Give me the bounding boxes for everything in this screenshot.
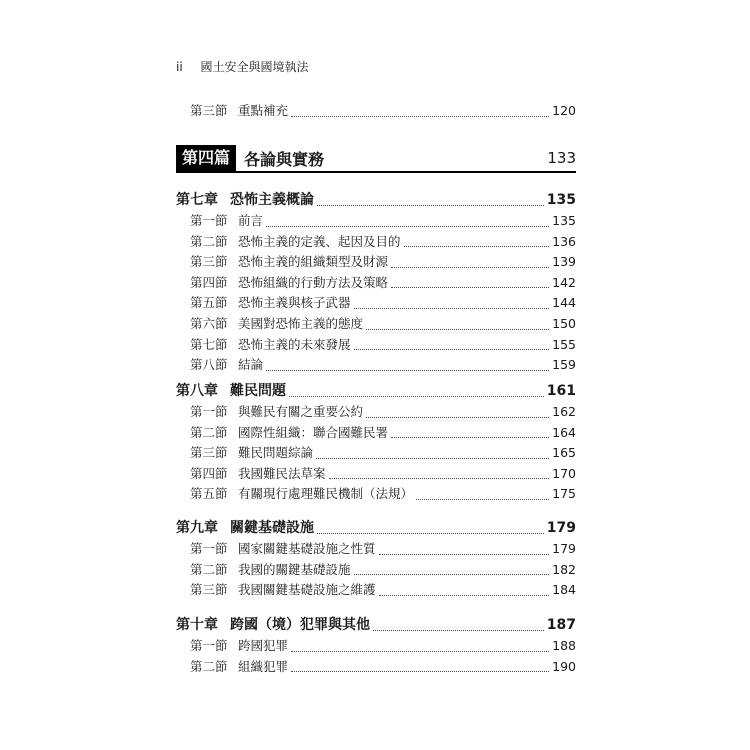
- toc-chapter-row[interactable]: [176, 617, 576, 633]
- toc-section-number: 第二節: [190, 658, 228, 674]
- toc-section-title: 我國關鍵基礎設施之維護: [238, 582, 376, 598]
- toc-chapter-page: 187: [546, 617, 576, 633]
- toc-section-row[interactable]: [176, 445, 576, 461]
- toc-section-number: 第二節: [190, 424, 228, 440]
- toc-section-title: 我國的關鍵基礎設施: [238, 561, 351, 577]
- toc-section-number: 第四節: [190, 274, 228, 290]
- book-title: 國土安全與國境執法: [200, 60, 309, 74]
- dot-leader: [354, 298, 550, 309]
- toc-section-number: 第一節: [190, 404, 228, 419]
- dot-leader: [391, 257, 549, 268]
- toc-section-number: 第三節: [190, 582, 228, 598]
- toc-chapter-page: 179: [546, 520, 576, 536]
- dot-leader: [291, 641, 549, 652]
- dot-leader: [317, 195, 544, 206]
- dot-leader: [404, 236, 550, 247]
- dot-leader: [266, 360, 549, 371]
- toc-section-title: 恐怖主義與核子武器: [238, 295, 351, 311]
- dot-leader: [379, 585, 550, 596]
- section-title: 重點補充: [238, 103, 289, 118]
- toc-section-row[interactable]: [176, 659, 576, 675]
- toc-section-title: 跨國犯罪: [238, 638, 289, 653]
- toc-section-page: 162: [552, 404, 576, 419]
- toc-chapter-page: 161: [546, 383, 576, 399]
- toc-section-page: 175: [552, 486, 576, 502]
- toc-section-page: 184: [552, 582, 576, 598]
- toc-section-row[interactable]: [176, 582, 576, 598]
- dot-leader: [289, 386, 544, 397]
- running-head: [176, 58, 309, 75]
- toc-chapter-row[interactable]: [176, 520, 576, 536]
- toc-section-page: 170: [552, 465, 576, 481]
- toc-section-page: 182: [552, 561, 576, 577]
- toc-section-row[interactable]: [176, 357, 576, 373]
- toc-chapter-title: 難民問題: [230, 383, 286, 399]
- toc-section-number: 第二節: [190, 561, 228, 577]
- toc-section-title: 組織犯罪: [238, 658, 289, 674]
- toc-section-page: 139: [552, 254, 576, 270]
- toc-section-number: 第八節: [190, 357, 228, 373]
- toc-section-row[interactable]: [176, 638, 576, 654]
- toc-section-row[interactable]: [176, 295, 576, 311]
- dot-leader: [291, 661, 549, 672]
- toc-section-number: 第五節: [190, 486, 228, 502]
- toc-section-title: 恐怖主義的組織類型及財源: [238, 254, 389, 270]
- toc-chapter-title: 恐怖主義概論: [230, 192, 314, 208]
- toc-section-number: 第一節: [190, 213, 228, 228]
- part-page: 133: [547, 149, 576, 167]
- toc-section-page: 165: [552, 445, 576, 461]
- toc-section-page: 144: [552, 295, 576, 311]
- section-number: 第三節: [190, 103, 228, 118]
- dot-leader: [379, 544, 550, 555]
- toc-section-page: 179: [552, 541, 576, 556]
- toc-section-row[interactable]: [176, 254, 576, 270]
- dot-leader: [354, 339, 550, 350]
- dot-leader: [354, 564, 550, 575]
- toc-section-number: 第二節: [190, 233, 228, 249]
- dot-leader: [366, 319, 549, 330]
- toc-section-number: 第四節: [190, 465, 228, 481]
- toc-section-row[interactable]: [176, 541, 576, 557]
- dot-leader: [291, 106, 549, 117]
- toc-section-title: 有關現行處理難民機制（法規）: [238, 486, 414, 502]
- toc-section-title: 美國對恐怖主義的態度: [238, 316, 364, 331]
- toc-section-page: 142: [552, 274, 576, 290]
- part-number: 第四篇: [176, 145, 236, 171]
- toc-section-number: 第六節: [190, 316, 228, 331]
- toc-chapter-number: 第八章: [176, 383, 218, 399]
- toc-chapter-number: 第七章: [176, 192, 218, 208]
- toc-section-row[interactable]: [176, 316, 576, 332]
- toc-section-number: 第五節: [190, 295, 228, 311]
- toc-section-page: 136: [552, 233, 576, 249]
- toc-chapter-page: 135: [546, 192, 576, 208]
- toc-section-row[interactable]: [176, 103, 576, 119]
- toc-chapter-title: 關鍵基礎設施: [230, 520, 314, 536]
- toc-section-title: 恐怖主義的未來發展: [238, 336, 351, 352]
- toc-section-title: 恐怖組織的行動方法及策略: [238, 274, 389, 290]
- dot-leader: [266, 216, 549, 227]
- toc-section-number: 第一節: [190, 541, 228, 556]
- toc-section-number: 第三節: [190, 254, 228, 270]
- toc-section-number: 第三節: [190, 445, 228, 461]
- dot-leader: [391, 427, 549, 438]
- toc-section-number: 第七節: [190, 336, 228, 352]
- toc-section-page: 164: [552, 424, 576, 440]
- toc-section-title: 難民問題綜論: [238, 445, 314, 461]
- toc-section-number: 第一節: [190, 638, 228, 653]
- toc-section-row[interactable]: [176, 213, 576, 229]
- toc-section-page: 135: [552, 213, 576, 228]
- toc-section-row[interactable]: [176, 562, 576, 578]
- dot-leader: [391, 277, 549, 288]
- toc-section-row[interactable]: [176, 234, 576, 250]
- toc-section-row[interactable]: [176, 275, 576, 291]
- toc-chapter-title: 跨國（境）犯罪與其他: [230, 617, 370, 633]
- toc-section-title: 結論: [238, 357, 264, 373]
- toc-chapter-number: 第九章: [176, 520, 218, 536]
- toc-section-title: 與難民有關之重要公約: [238, 404, 364, 419]
- part-title: 各論與實務: [244, 149, 325, 169]
- part-heading[interactable]: [176, 145, 576, 173]
- section-page: 120: [552, 103, 576, 118]
- toc-section-title: 我國難民法草案: [238, 465, 326, 481]
- toc-chapter-number: 第十章: [176, 617, 218, 633]
- toc-section-row[interactable]: [176, 337, 576, 353]
- toc-section-title: 國際性組織：聯合國難民署: [238, 424, 389, 440]
- toc-chapter-row[interactable]: [176, 192, 576, 208]
- toc-section-row[interactable]: [176, 425, 576, 441]
- toc-section-row[interactable]: [176, 486, 576, 502]
- dot-leader: [366, 407, 549, 418]
- toc-section-title: 前言: [238, 213, 264, 228]
- toc-section-page: 159: [552, 357, 576, 373]
- toc-section-page: 188: [552, 638, 576, 653]
- toc-chapter-row[interactable]: [176, 383, 576, 399]
- toc-section-title: 恐怖主義的定義、起因及目的: [238, 233, 401, 249]
- page-numeral: ii: [176, 60, 183, 74]
- toc-section-page: 150: [552, 316, 576, 331]
- toc-section-page: 190: [552, 658, 576, 674]
- toc-section-row[interactable]: [176, 404, 576, 420]
- dot-leader: [329, 468, 550, 479]
- dot-leader: [373, 620, 544, 631]
- dot-leader: [316, 448, 549, 459]
- dot-leader: [416, 489, 549, 500]
- dot-leader: [317, 523, 544, 534]
- toc-section-title: 國家關鍵基礎設施之性質: [238, 541, 376, 556]
- toc-section-row[interactable]: [176, 466, 576, 482]
- toc-section-page: 155: [552, 336, 576, 352]
